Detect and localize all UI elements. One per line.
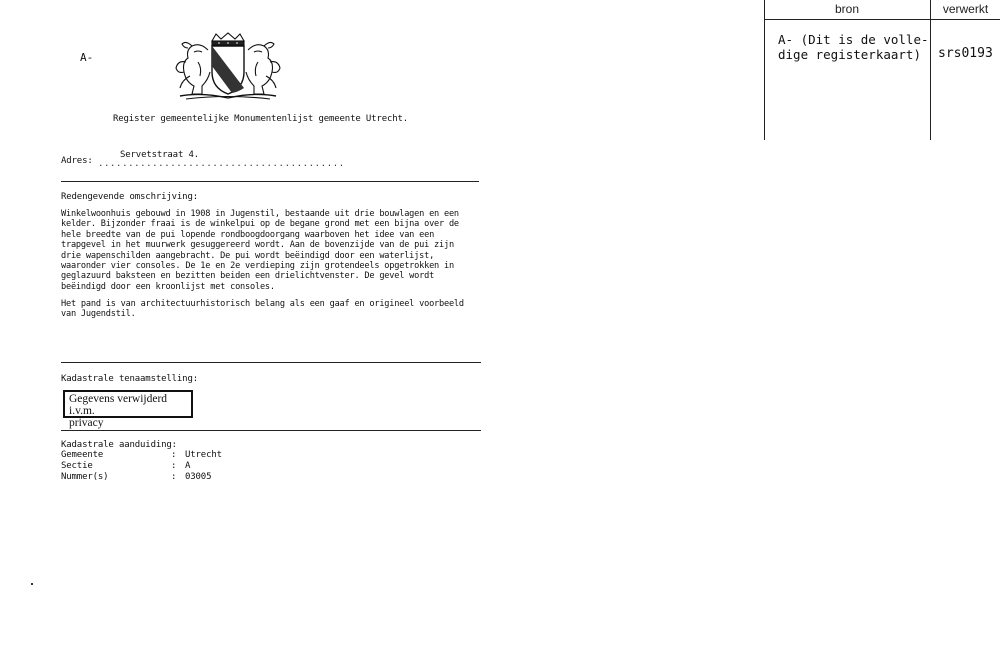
text-line: hele breedte van de pui lopende rondboogdoorgang waarboven het idee van een	[61, 229, 435, 240]
source-bron-text	[778, 32, 929, 62]
register-title: Register gemeentelijke Monumentenlijst gemeente Utrecht.	[113, 114, 409, 124]
row-label: Gemeente	[61, 450, 104, 460]
description-paragraph-2	[61, 299, 464, 320]
text-line: geglazuurd baksteen en bezitten beiden een drielichtvenster. De gevel wordt	[61, 271, 435, 282]
text-line: Winkelwoonhuis gebouwd in 1908 in Jugenstil, bestaande uit drie bouwlagen en een	[61, 209, 459, 219]
source-bron-line: A- (Dit is de volle-	[778, 32, 929, 47]
text-line: kelder. Bijzonder fraai is de winkelpui op de begane grond met een bijna over de	[61, 219, 459, 230]
text-line: drie wapenschilden aangebracht. De pui wordt beëindigd door een waterlijst,	[61, 250, 435, 261]
privacy-line: privacy	[69, 417, 104, 429]
divider	[61, 181, 479, 182]
description-paragraph-1	[61, 209, 459, 292]
privacy-line: Gegevens verwijderd i.v.m.	[69, 393, 168, 417]
row-value: 03005	[185, 472, 212, 482]
scan-speck	[31, 583, 33, 585]
source-table-left-border	[764, 0, 765, 140]
description-heading: Redengevende omschrijving:	[61, 192, 198, 202]
text-line: Het pand is van architectuurhistorisch belang als een gaaf en origineel voorbeeld	[61, 299, 464, 309]
privacy-redaction-box	[63, 390, 193, 429]
row-value: Utrecht	[185, 450, 222, 460]
kadastrale-aanduiding-heading: Kadastrale aanduiding:	[61, 440, 177, 450]
text-line: waaronder vier consoles. De 1e en 2e verdieping zijn grotendeels opgetrokken in	[61, 261, 454, 272]
source-verwerkt-code: srs0193	[938, 46, 993, 61]
text-line: beëindigd door een kroonlijst met consoles.	[61, 281, 275, 292]
card-letter: A-	[80, 51, 94, 64]
text-line: van Jugendstil.	[61, 309, 136, 320]
row-label: Sectie	[61, 461, 93, 471]
row-separator: :	[171, 461, 177, 471]
source-bron-line: dige registerkaart)	[778, 47, 921, 62]
coat-of-arms-icon	[172, 32, 284, 102]
row-separator: :	[171, 450, 177, 460]
kadastrale-tenaamstelling-heading: Kadastrale tenaamstelling:	[61, 374, 198, 384]
row-separator: :	[171, 472, 177, 482]
address-value: Servetstraat 4.	[120, 150, 200, 160]
address-label: Adres:	[61, 156, 93, 166]
source-header-verwerkt: verwerkt	[942, 2, 989, 16]
row-value: A	[185, 461, 191, 471]
address-dotted-line: .........................................	[98, 159, 345, 169]
row-label: Nummer(s)	[61, 472, 109, 482]
text-line: trapgevel in het muurwerk gesuggereerd wordt. Aan de bovenzijde van de pui zijn	[61, 240, 454, 251]
source-header-bron: bron	[834, 2, 860, 16]
source-table-column-divider	[930, 0, 931, 140]
divider	[61, 362, 481, 363]
divider	[61, 430, 481, 431]
